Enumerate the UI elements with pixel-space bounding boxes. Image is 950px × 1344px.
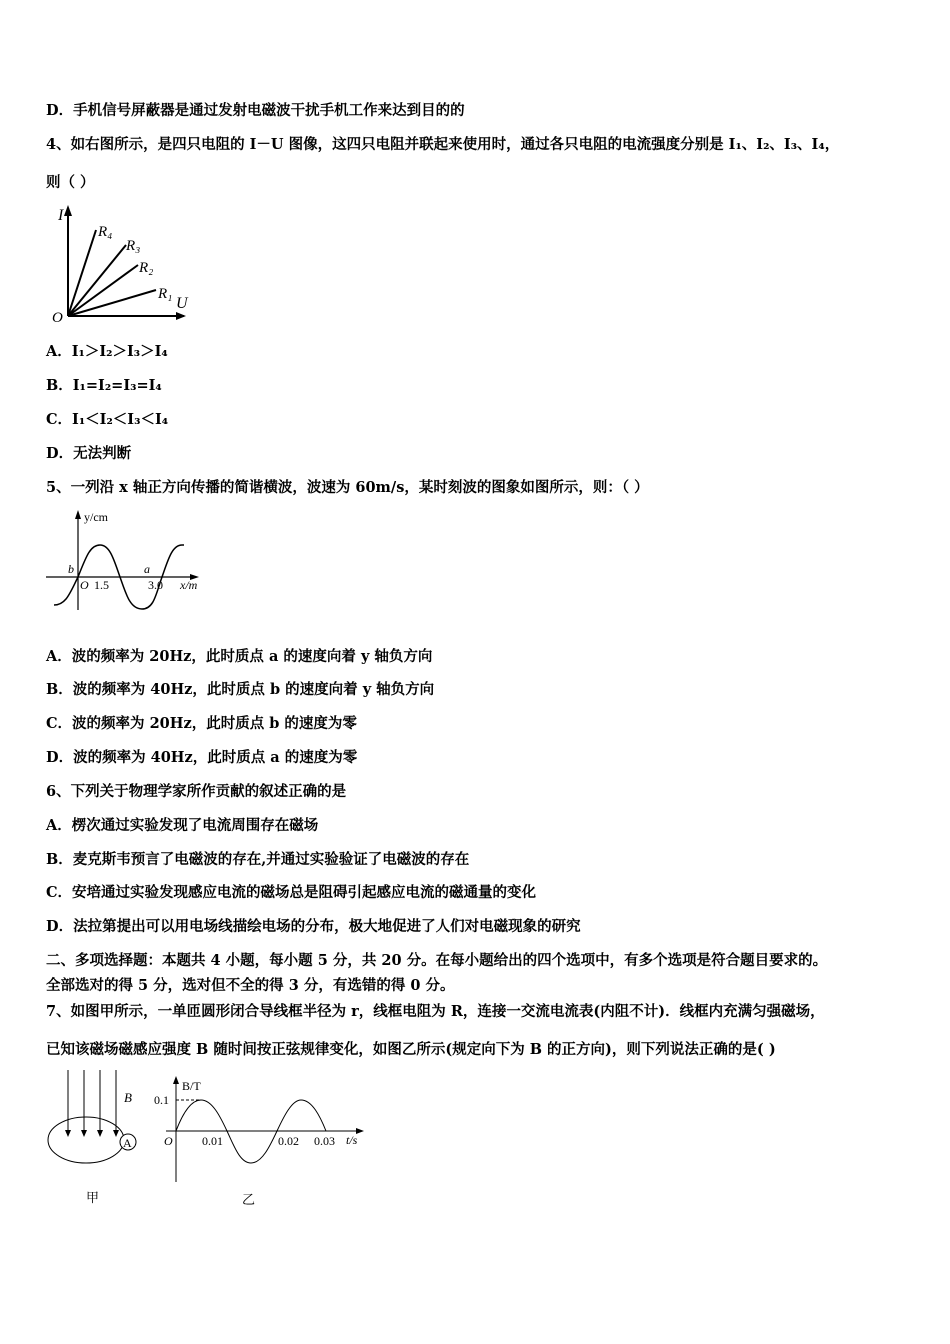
section2-heading: 二、多项选择题：本题共 4 小题，每小题 5 分，共 20 分。在每小题给出的四个选项中，有多个选项是符合题目要求的。: [46, 952, 828, 969]
wave-tick-1-5: 1.5: [94, 578, 109, 592]
label-r3: R₃: [126, 238, 141, 254]
q5-stem: 5、一列沿 x 轴正方向传播的简谐横波，波速为 60m/s，某时刻波的图象如图所示，则：（ ）: [46, 479, 649, 496]
q5-option-c: C．波的频率为 20Hz，此时质点 b 的速度为零: [46, 715, 357, 732]
yi-x-label: t/s: [346, 1133, 358, 1147]
wave-y-label: y/cm: [84, 510, 108, 524]
q5-option-a: A．波的频率为 20Hz，此时质点 a 的速度向着 y 轴负方向: [46, 648, 433, 665]
wave-graph: [44, 505, 214, 615]
q3-option-d: D．手机信号屏蔽器是通过发射电磁波干扰手机工作来达到目的的: [46, 102, 465, 119]
q6-stem: 6、下列关于物理学家所作贡献的叙述正确的是: [46, 783, 347, 800]
q5-option-d: D．波的频率为 40Hz，此时质点 a 的速度为零: [46, 749, 358, 766]
figure-yi: [150, 1070, 370, 1210]
q4-option-d: D．无法判断: [46, 445, 132, 462]
wave-origin: O: [80, 578, 89, 592]
point-a: a: [144, 562, 150, 576]
label-r2: R₂: [139, 260, 154, 276]
q6-option-d: D．法拉第提出可以用电场线描绘电场的分布，极大地促进了人们对电磁现象的研究: [46, 918, 581, 935]
iu-y-label: I: [58, 207, 64, 224]
wave-x-label: x/m: [180, 578, 198, 592]
yi-tick-0-03: 0.03: [314, 1134, 335, 1148]
q6-option-c: C．安培通过实验发现感应电流的磁场总是阻碍引起感应电流的磁通量的变化: [46, 884, 537, 901]
yi-tick-0-02: 0.02: [278, 1134, 299, 1148]
wave-tick-3-0: 3.0: [148, 578, 163, 592]
ammeter-label: A: [123, 1136, 132, 1150]
q5-option-b: B．波的频率为 40Hz，此时质点 b 的速度向着 y 轴负方向: [46, 681, 435, 698]
iu-graph: [46, 200, 196, 325]
q4-stem: 4、如右图所示，是四只电阻的 I－U 图像，这四只电阻并联起来使用时，通过各只电阻的电流强度分别是 I₁、I₂、I₃、I₄，: [46, 136, 840, 153]
q4-option-b: B．I₁=I₂=I₃=I₄: [46, 377, 162, 394]
label-r4: R₄: [98, 224, 113, 240]
point-b: b: [68, 562, 74, 576]
caption-yi: 乙: [242, 1192, 256, 1207]
q4-option-c: C．I₁＜I₂＜I₃＜I₄: [46, 411, 169, 428]
yi-y-label: B/T: [182, 1079, 201, 1093]
q6-option-a: A．楞次通过实验发现了电流周围存在磁场: [46, 817, 319, 834]
yi-peak: 0.1: [154, 1093, 169, 1107]
iu-origin: O: [52, 310, 63, 325]
q4-option-a: A．I₁＞I₂＞I₃＞I₄: [46, 343, 168, 360]
iu-x-label: U: [176, 295, 188, 312]
yi-tick-0-01: 0.01: [202, 1134, 223, 1148]
caption-jia: 甲: [86, 1190, 100, 1205]
figure-jia: [44, 1070, 144, 1210]
q7-stem: 7、如图甲所示，一单匝圆形闭合导线框半径为 r，线框电阻为 R，连接一交流电流表(内阻不计)．线框内充满匀强磁场，: [46, 1003, 825, 1020]
section2-scoring: 全部选对的得 5 分，选对但不全的得 3 分，有选错的得 0 分。: [46, 977, 455, 994]
q6-option-b: B．麦克斯韦预言了电磁波的存在,并通过实验验证了电磁波的存在: [46, 851, 470, 868]
q4-stem-cont: 则（ ）: [46, 174, 95, 191]
q7-stem-cont: 已知该磁场磁感应强度 B 随时间按正弦规律变化，如图乙所示(规定向下为 B 的正方向)，则下列说法正确的是( ): [46, 1041, 776, 1058]
label-r1: R₁: [158, 286, 173, 302]
field-label: B: [124, 1090, 132, 1105]
yi-origin: O: [164, 1134, 173, 1148]
